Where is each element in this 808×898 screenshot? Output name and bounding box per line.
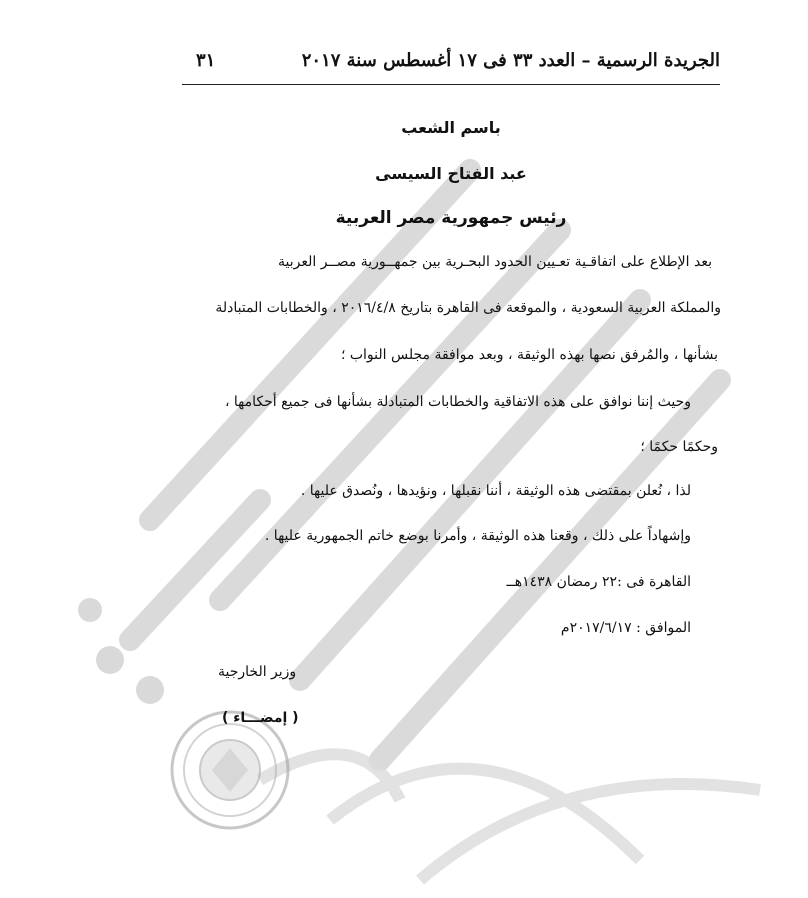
body-line-7: وإشهاداً على ذلك ، وقعنا هذه الوثيقة ، وأمرنا بوضع خاتم الجمهورية عليها .	[264, 528, 691, 544]
signature-mark: ( إمضـــاء )	[222, 710, 299, 726]
body-line-5: وحكمًا حكمًا ؛	[640, 439, 718, 455]
body-line-4: وحيث إننا نوافق على هذه الاتفاقية والخطابات المتبادلة بشأنها فى جميع أحكامها ،	[224, 394, 691, 410]
page-header	[182, 42, 720, 82]
body-line-8: القاهرة فى :٢٢ رمضان ١٤٣٨هــ	[506, 574, 691, 590]
header-divider	[182, 84, 720, 85]
seal-emblem	[172, 712, 288, 828]
heading-president-name: عبد الفتاح السيسى	[375, 164, 527, 183]
body-line-6: لذا ، نُعلن بمقتضى هذه الوثيقة ، أننا نقبلها ، ونؤيدها ، ونُصدق عليها .	[300, 483, 691, 499]
body-line-2: والمملكة العربية السعودية ، والموقعة فى القاهرة بتاريخ ٢٠١٦/٤/٨ ، والخطابات المتبادلة	[215, 300, 721, 316]
gazette-title: الجريدة الرسمية – العدد ٣٣ فى ١٧ أغسطس سنة ٢٠١٧	[301, 50, 720, 71]
signatory-title: وزير الخارجية	[218, 664, 297, 680]
heading-in-the-name-of-the-people: باسم الشعب	[401, 118, 501, 137]
body-line-9: الموافق : ٢٠١٧/٦/١٧م	[560, 620, 691, 636]
body-line-3: بشأنها ، والمُرفق نصها بهذه الوثيقة ، وبعد موافقة مجلس النواب ؛	[340, 347, 718, 363]
body-line-1: بعد الإطلاع على اتفاقـية تعـيين الحدود البحـرية بين جمهــورية مصــر العربية	[278, 254, 712, 270]
heading-president-title: رئيس جمهورية مصر العربية	[335, 208, 567, 228]
page-number: ٣١	[196, 50, 216, 71]
